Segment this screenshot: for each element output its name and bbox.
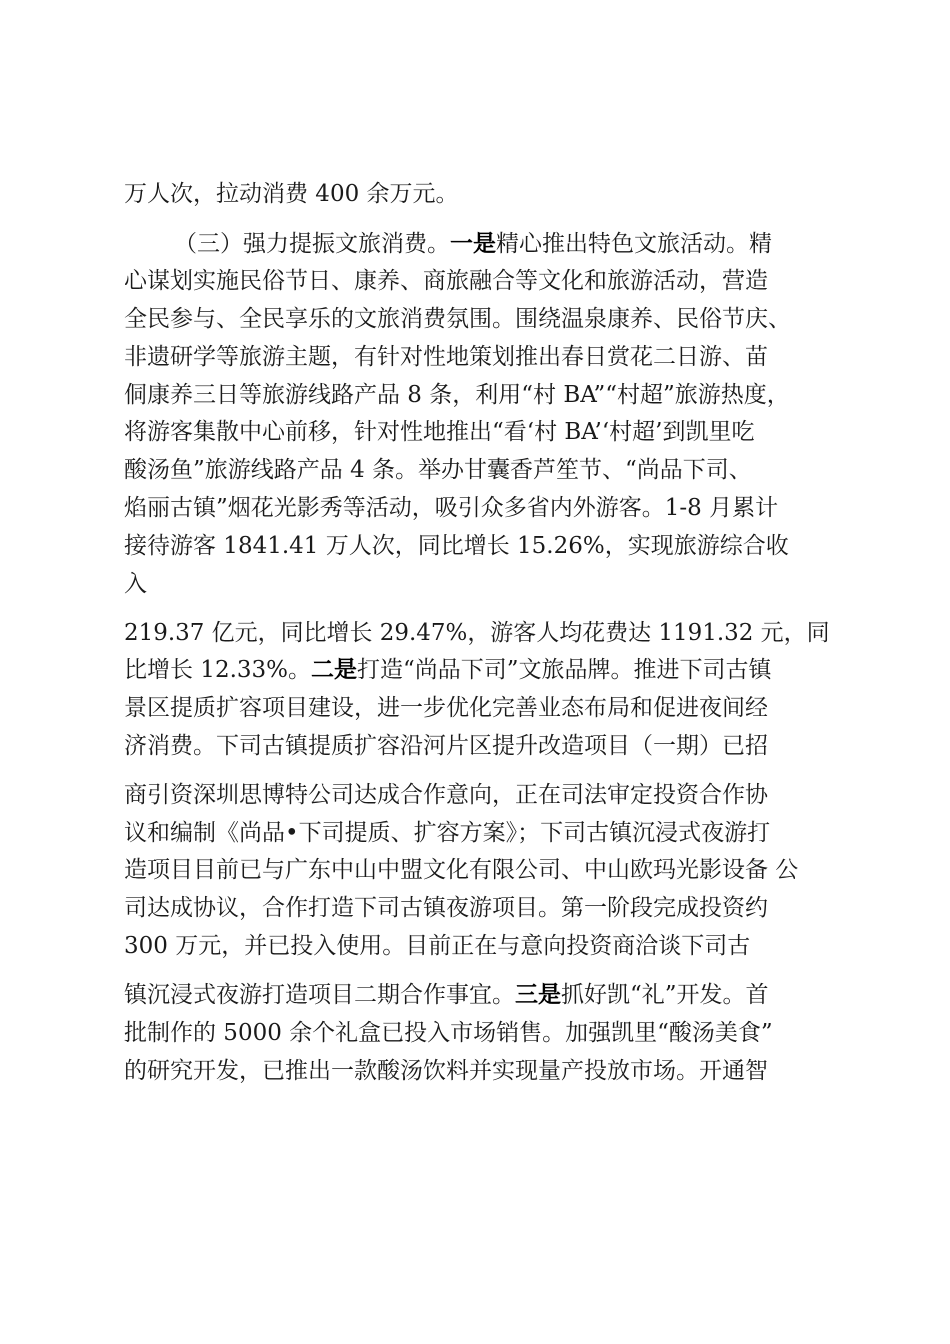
text-span: 酸汤鱼”旅游线路产品 4 条。举办甘囊香芦笙节、“尚品下司、 [124,457,752,483]
text-line [124,780,768,810]
text-line [124,417,754,447]
text-span: 司达成协议，合作打造下司古镇夜游项目。第一阶段完成投资约 [124,895,768,921]
bold-lead: 三是 [515,982,561,1008]
text-span: 抓好凯“礼”开发。首 [561,982,769,1008]
paragraph-3-start [174,229,772,259]
text-line [124,731,768,761]
text-span: 全民参与、全民享乐的文旅消费氛围。围绕温泉康养、民俗节庆、 [124,306,791,332]
text-span: 的研究开发，已推出一款酸汤饮料并实现量产投放市场。开通智 [124,1058,768,1084]
text-line [124,493,778,523]
text-span: 300 万元，并已投入使用。目前正在与意向投资商洽谈下司古 [124,933,751,959]
bold-lead: 二是 [311,657,358,683]
text-span: 打造“尚品下司”文旅品牌。推进下司古镇 [357,657,772,683]
text-span: 镇沉浸式夜游打造项目二期合作事宜。 [124,982,515,1008]
text-line [124,179,459,209]
text-line [124,266,768,296]
text-span: 济消费。下司古镇提质扩容沿河片区提升改造项目（一期）已招 [124,733,768,759]
text-span: 219.37 亿元，同比增长 29.47%，游客人均花费达 1191.32 元，同 [124,620,830,646]
text-span: 造项目目前已与广东中山中盟文化有限公司、中山欧玛光影设备 公 [124,857,799,883]
text-span: （三）强力提振文旅消费。 [174,231,450,257]
text-span: 万人次，拉动消费 400 余万元。 [124,181,459,207]
text-span: 比增长 12.33%。 [124,657,312,683]
text-line [124,931,750,961]
text-line [124,531,789,561]
text-line [124,855,798,885]
text-span: 接待游客 1841.41 万人次，同比增长 15.26%，实现旅游综合收 [124,533,789,559]
text-line [124,569,147,599]
text-line [124,380,790,410]
text-line [124,1018,773,1048]
text-line [124,693,768,723]
text-span: 景区提质扩容项目建设，进一步优化完善业态布局和促进夜间经 [124,695,768,721]
text-span: 商引资深圳思博特公司达成合作意向，正在司法审定投资合作协 [124,782,768,808]
text-line [124,980,769,1010]
text-line [124,618,830,648]
text-span: 侗康养三日等旅游线路产品 8 条，利用“村 BA”“村超”旅游热度， [124,382,790,408]
text-span: 焰丽古镇”烟花光影秀等活动，吸引众多省内外游客。1-8 月累计 [124,495,779,521]
text-span: 非遗研学等旅游主题，有针对性地策划推出春日赏花二日游、苗 [124,344,768,370]
text-span: 精心推出特色文旅活动。精 [496,231,772,257]
text-span: 心谋划实施民俗节日、康养、商旅融合等文化和旅游活动，营造 [124,268,768,294]
text-line [124,1056,768,1086]
text-line [124,818,770,848]
text-line [124,304,791,334]
text-line [124,455,752,485]
text-span: 议和编制《尚品•下司提质、扩容方案》；下司古镇沉浸式夜游打 [124,820,771,846]
text-span: 将游客集散中心前移，针对性地推出“看‘村 BA’‘村超’到凯里吃 [124,419,755,445]
text-span: 入 [124,571,147,597]
bold-lead: 一是 [450,231,496,257]
text-line [124,342,768,372]
text-span: 批制作的 5000 余个礼盒已投入市场销售。加强凯里“酸汤美食” [124,1020,773,1046]
text-line [124,893,768,923]
text-line [124,655,772,685]
